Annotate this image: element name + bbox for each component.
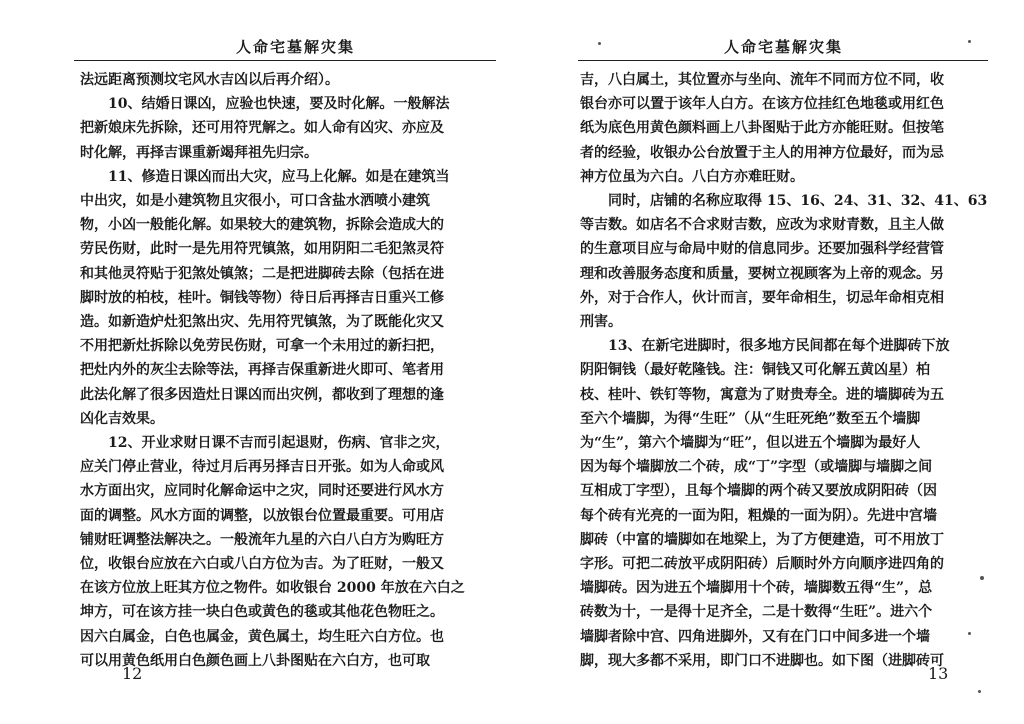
text-line: 13、在新宅进脚时，很多地方民间都在每个进脚砖下放 [580, 338, 950, 355]
text-line: 法远距离预测坟宅风水吉凶以后再介绍）。 [80, 72, 339, 88]
text-line: 在该方位放上旺其方位之物件。如收银台 2000 年放在六白之 [80, 580, 465, 597]
text-line: 凶化吉效果。 [80, 410, 164, 427]
scan-speck [968, 632, 971, 635]
text-line: 10、结婚日课凶，应验也快速，要及时化解。一般解法 [80, 96, 450, 113]
text-line: 为“生”，第六个墙脚为“旺”，但以进五个墙脚为最好人 [580, 435, 921, 452]
text-line: 字形。可把二砖放平成阴阳砖）后顺时外方向顺序进四角的 [580, 556, 944, 573]
text-line: 纸为底色用黄色颜料画上八卦图贴于此方亦能旺财。但按笔 [580, 120, 944, 137]
text-line: 中出灾，如是小建筑物且灾很小，可口含盐水洒喷小建筑 [80, 193, 430, 210]
right-page [512, 0, 1024, 724]
text-line: 面的调整。风水方面的调整，以放银台位置最重要。可用店 [80, 507, 444, 524]
text-line: 等吉数。如店名不合求财吉数，应改为求财青数，且主人做 [580, 217, 944, 234]
text-line: 铺财旺调整法解决之。一般流年九星的六白八白方为购旺方 [80, 531, 444, 548]
text-line: 阴阳铜钱（最好乾隆钱。注：铜钱又可化解五黄凶星）柏 [580, 362, 930, 379]
text-line: 脚时放的柏枝，桂叶。铜钱等物）待日后再择吉日重兴工修 [80, 289, 444, 306]
text-line: 者的经验，收银办公台放置于主人的用神方位最好，而为忌 [580, 144, 944, 161]
left-header-rule [74, 60, 496, 61]
text-line: 脚，现大多都不采用，即门口不进脚也。如下图（进脚砖可 [580, 652, 944, 669]
text-line: 11、修造日课凶而出大灾，应马上化解。如是在建筑当 [80, 168, 450, 185]
text-line: 砖数为十，一是得十足齐全，二是十数得“生旺”。进六个 [580, 604, 933, 621]
left-page-number: 12 [122, 664, 143, 683]
text-line: 因为每个墙脚放二个砖，成“丁”字型（或墙脚与墙脚之间 [580, 459, 933, 476]
text-line: 外，对于合作人，伙计而言，要年命相生，切忌年命相克相 [580, 289, 944, 306]
text-line: 每个砖有光亮的一面为阳，粗燥的一面为阴）。先进中宫墙 [580, 507, 937, 524]
text-line: 把灶内外的灰尘去除等法，再择吉保重新进火即可、笔者用 [80, 362, 444, 379]
scan-speck [968, 40, 971, 43]
text-line: 可以用黄色纸用白色颜色画上八卦图贴在六白方，也可取 [80, 652, 430, 669]
text-line: 12、开业求财日课不吉而引起退财，伤病、官非之灾， [80, 435, 450, 452]
text-line: 至六个墙脚，为得“生旺”（从“生旺死绝”数至五个墙脚 [580, 410, 921, 427]
text-line: 吉，八白属土，其位置亦与坐向、流年不同而方位不同，收 [580, 72, 944, 88]
text-line: 刑害。 [580, 314, 622, 331]
text-line: 和其他灵符贴于犯煞处镇煞；二是把进脚砖去除（包括在进 [80, 265, 444, 282]
text-line: 墙脚者除中宫、四角进脚外，又有在门口中间多进一个墙 [580, 628, 930, 645]
text-line: 时化解，再择吉课重新竭拜祖先归宗。 [80, 144, 318, 161]
text-line: 水方面出灾，应同时化解命运中之灾，同时还要进行风水方 [80, 483, 444, 500]
text-line: 因六白属金，白色也属金，黄色属土，均生旺六白方位。也 [80, 628, 444, 645]
scan-speck [598, 42, 601, 45]
text-line: 互相成丁字型），且每个墙脚的两个砖又要放成阴阳砖（因 [580, 483, 937, 500]
right-running-head: 人命宅墓解灾集 [724, 38, 844, 56]
scan-speck [978, 690, 981, 693]
right-page-number: 13 [928, 664, 949, 683]
text-line: 的生意项目应与命局中财的信息同步。还要加强科学经营管 [580, 241, 944, 258]
text-line: 墙脚砖。因为进五个墙脚用十个砖，墙脚数五得“生”，总 [580, 580, 933, 597]
text-line: 枝、桂叶、铁钉等物，寓意为了财贵寿全。进的墙脚砖为五 [580, 386, 944, 403]
text-line: 理和改善服务态度和质量，要树立视顾客为上帝的观念。另 [580, 265, 944, 282]
text-line: 同时，店铺的名称应取得 15、16、24、31、32、41、63 [580, 193, 988, 210]
text-line: 位，收银台应放在六白或八白方位为吉。为了旺财，一般又 [80, 556, 444, 573]
right-body-text [580, 68, 990, 673]
left-running-head: 人命宅墓解灾集 [236, 38, 356, 56]
text-line: 应关门停止营业，待过月后再另择吉日开张。如为人命或风 [80, 459, 444, 476]
text-line: 此法化解了很多因造灶日课凶而出灾例，都收到了理想的逢 [80, 386, 444, 403]
right-header-rule [578, 60, 988, 61]
text-line: 造。如新造炉灶犯煞出灾、先用符咒镇煞，为了既能化灾又 [80, 314, 444, 331]
text-line: 劳民伤财，此时一是先用符咒镇煞，如用阴阳二毛犯煞灵符 [80, 241, 444, 258]
text-line: 坤方，可在该方挂一块白色或黄色的毯或其他花色物旺之。 [80, 604, 444, 621]
text-line: 把新娘床先拆除，还可用符咒解之。如人命有凶灾、亦应及 [80, 120, 444, 137]
text-line: 神方位虽为六白。八白方亦难旺财。 [580, 168, 804, 185]
text-line: 物，小凶一般能化解。如果较大的建筑物，拆除会造成大的 [80, 217, 444, 234]
text-line: 不用把新灶拆除以免劳民伤财，可拿一个未用过的新扫把， [80, 338, 444, 355]
left-body-text [80, 68, 490, 673]
text-line: 银台亦可以置于该年人白方。在该方位挂红色地毯或用红色 [580, 96, 944, 113]
scan-speck [980, 576, 984, 580]
text-line: 脚砖（中富的墙脚如在地梁上，为了方便建造，可不用放丁 [580, 531, 944, 548]
